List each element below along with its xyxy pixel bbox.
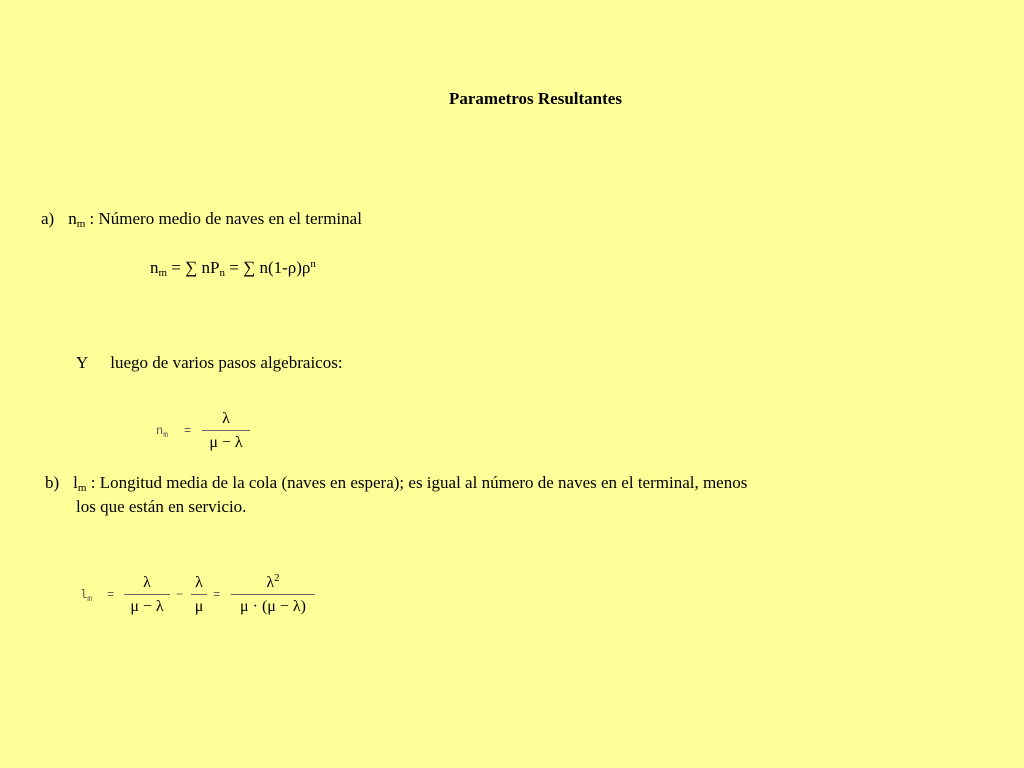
formula-eq1-sub: n [219, 267, 225, 279]
fraction-1-numerator: λ [143, 574, 151, 591]
section-a-var: n [68, 209, 77, 228]
fraction-2-numerator: λ [195, 574, 203, 591]
fraction-3-bar [231, 594, 315, 595]
section-a-text: : Número medio de naves en el terminal [85, 209, 362, 228]
algebra-note [76, 353, 343, 373]
section-b-text-line2: los que están en servicio. [76, 497, 247, 516]
fraction-2-bar [191, 594, 207, 595]
section-b-marker: b) [45, 473, 60, 492]
result-lm-minus: − [176, 588, 184, 602]
result-lm-fraction-2 [191, 574, 207, 616]
fraction-numerator: λ [222, 410, 230, 427]
section-b-var-sub: m [77, 482, 87, 494]
fraction-bar [202, 430, 250, 431]
result-lm-equals-2: = [213, 588, 221, 602]
formula-eq2-sup: n [310, 258, 316, 270]
section-b-var: l [73, 473, 78, 492]
section-a-marker: a) [41, 209, 55, 228]
fraction-1-bar [124, 594, 170, 595]
result-lm-fraction-3 [231, 574, 315, 616]
note-y: Y [76, 353, 89, 372]
fraction-1-denominator: μ − λ [130, 598, 164, 615]
section-b-text-line1: : Longitud media de la cola (naves en espera); es igual al número de naves en el terminal, menos [86, 473, 748, 492]
result-lm-equals-1: = [107, 588, 115, 602]
result-lm-fraction-1 [124, 574, 170, 616]
note-text: luego de varios pasos algebraicos: [110, 353, 343, 372]
section-a-heading [41, 209, 362, 229]
result-nm-lhs: $n_m$ [156, 424, 169, 440]
section-b-heading [45, 473, 747, 493]
formula-eq1: = ∑ nP [167, 258, 220, 277]
result-nm-equals: = [184, 424, 192, 438]
section-a-var-sub: m [76, 218, 86, 230]
result-nm-fraction [202, 410, 250, 452]
result-lm-lhs: $l_m$ [80, 588, 93, 604]
fraction-3-numerator: $\lambda^2$ [266, 572, 280, 591]
formula-lhs-sub: m [158, 267, 168, 279]
formula-lhs: n [150, 258, 159, 277]
fraction-3-denominator: μ · (μ − λ) [240, 598, 306, 615]
formula-nm-sum [150, 258, 316, 278]
page-title: Parametros Resultantes [449, 89, 622, 108]
formula-eq2: = ∑ n(1-ρ)ρ [224, 258, 311, 277]
fraction-denominator: μ − λ [209, 434, 243, 451]
fraction-2-denominator: μ [194, 598, 204, 615]
